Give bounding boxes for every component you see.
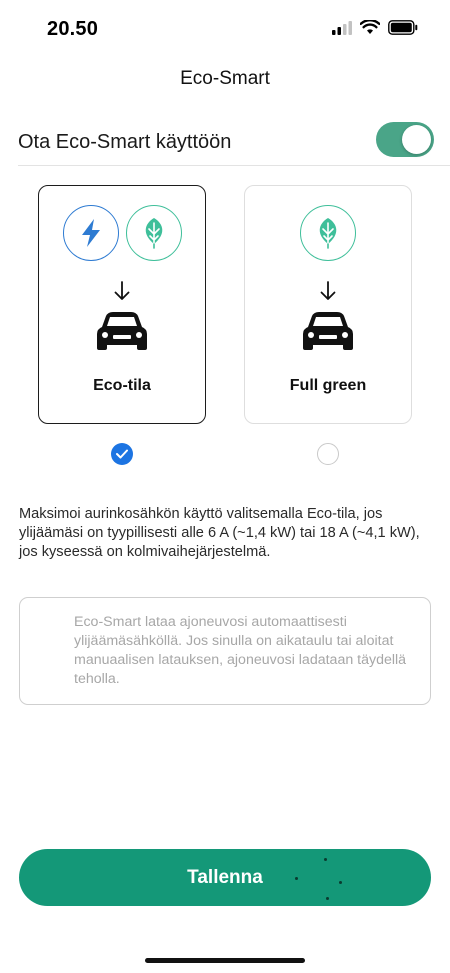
info-box — [19, 597, 431, 705]
car-icon — [39, 310, 205, 354]
bolt-icon — [63, 205, 119, 261]
arrow-down-icon — [245, 281, 411, 301]
save-button-label: Tallenna — [187, 866, 263, 888]
toggle-knob — [402, 125, 431, 154]
radio-full-green[interactable] — [317, 443, 339, 465]
save-button[interactable] — [19, 849, 431, 906]
toggle-label: Ota Eco-Smart käyttöön — [18, 131, 232, 153]
leaf-icon — [300, 205, 356, 261]
touch-dot — [324, 858, 327, 861]
status-time: 20.50 — [47, 18, 99, 40]
checkmark-icon — [116, 449, 128, 459]
mode-card-full-green[interactable] — [244, 185, 412, 424]
car-icon — [245, 310, 411, 354]
eco-smart-toggle-row — [18, 118, 450, 166]
home-indicator — [145, 958, 305, 963]
arrow-down-icon — [39, 281, 205, 301]
status-bar — [0, 0, 450, 60]
touch-dot — [326, 897, 329, 900]
page-title: Eco-Smart — [180, 68, 270, 89]
mode-card-label: Full green — [289, 377, 367, 394]
leaf-icon — [126, 205, 182, 261]
eco-smart-toggle-switch[interactable] — [376, 122, 434, 157]
wifi-icon — [360, 20, 380, 35]
cellular-signal-icon — [332, 21, 352, 35]
mode-card-label: Eco-tila — [93, 377, 151, 394]
radio-eco-tila[interactable] — [111, 443, 133, 465]
card-icons — [245, 205, 411, 261]
touch-dot — [339, 881, 342, 884]
battery-icon — [388, 20, 418, 35]
mode-card-eco-tila[interactable] — [38, 185, 206, 424]
status-icons — [332, 20, 418, 35]
touch-dot — [295, 877, 298, 880]
info-text: Eco-Smart lataa ajoneuvosi automaattisesti ylijäämäsähköllä. Jos sinulla on aikataulu tai aloitat manuaalisen latauksen, ajoneuvosi ladataan täydellä teholla. — [74, 614, 407, 687]
card-icons — [39, 205, 205, 261]
mode-description: Maksimoi aurinkosähkön käyttö valitsemalla Eco-tila, jos ylijäämäsi on tyypillisesti alle 6 A (~1,4 kW) tai 18 A (~4,1 kW), jos kyseessä on kolmivaihejärjestelmä. — [19, 506, 420, 560]
